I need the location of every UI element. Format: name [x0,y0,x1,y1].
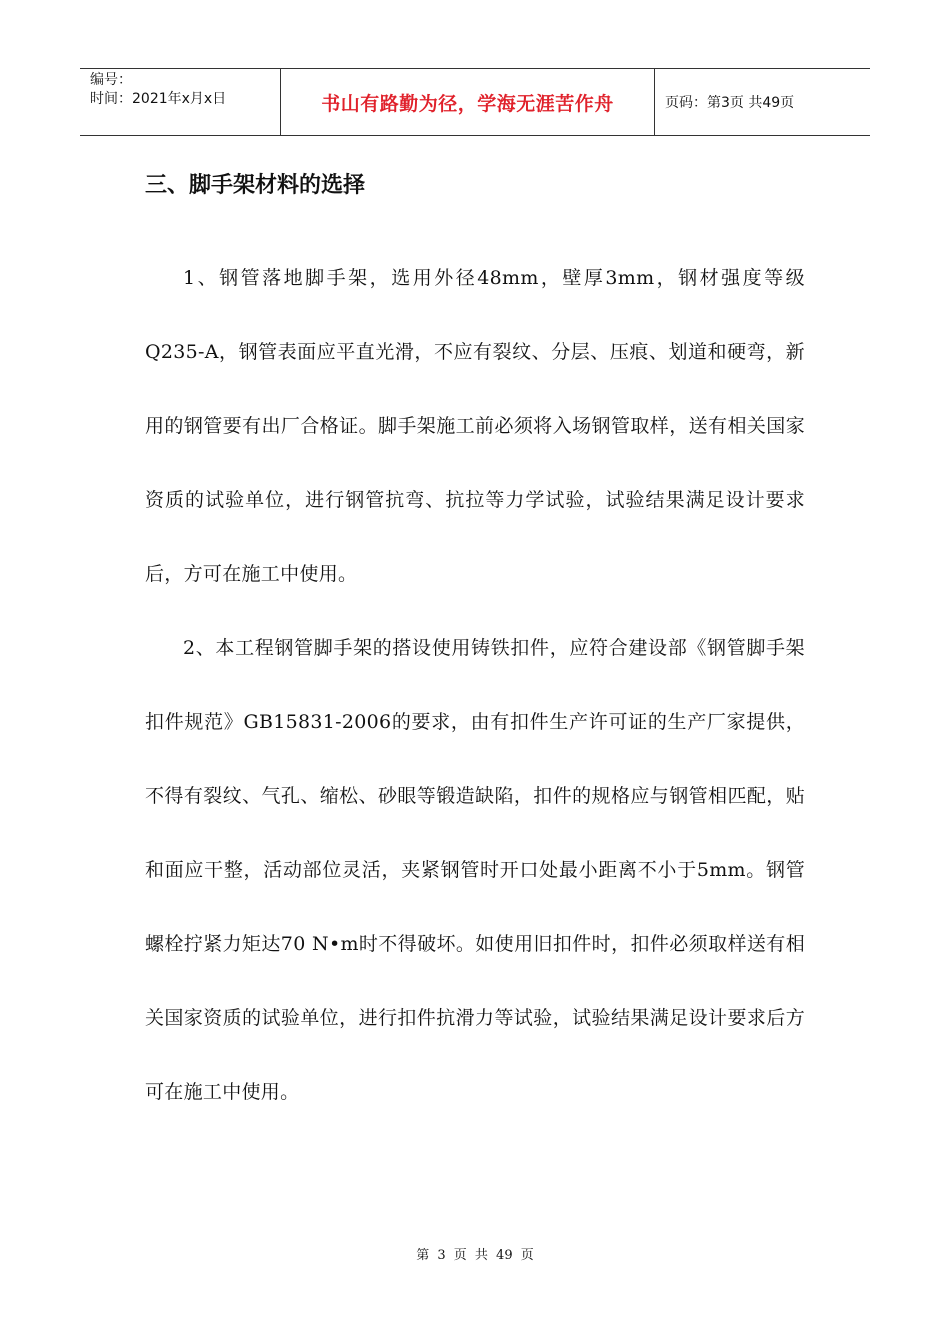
document-time-label: 时间：2021年x月x日 [90,91,227,107]
page-header [80,68,870,136]
paragraph-fastener: 2、本工程钢管脚手架的搭设使用铸铁扣件，应符合建设部《钢管脚手架扣件规范》GB15831-2006的要求，由有扣件生产许可证的生产厂家提供，不得有裂纹、气孔、缩松、砂眼等锻造缺陷，扣件的规格应与钢管相匹配，贴和面应干整，活动部位灵活，夹紧钢管时开口处最小距离不小于5mm。钢管螺栓拧紧力矩达70 N•m时不得破坏。如使用旧扣件时，扣件必须取样送有相关国家资质的试验单位，进行扣件抗滑力等试验，试验结果满足设计要求后方可在施工中使用。 [145,637,805,1103]
document-number-label: 编号： [90,72,132,88]
paragraph-steel-pipe: 1、钢管落地脚手架，选用外径48mm，壁厚3mm，钢材强度等级Q235-A，钢管表面应平直光滑，不应有裂纹、分层、压痕、划道和硬弯，新用的钢管要有出厂合格证。脚手架施工前必须将入场钢管取样，送有相关国家资质的试验单位，进行钢管抗弯、抗拉等力学试验，试验结果满足设计要求后，方可在施工中使用。 [145,267,805,585]
page-footer: 第 3 页 共 49 页 [416,1248,534,1263]
section-title: 三、脚手架材料的选择 [145,173,366,198]
header-meta [80,69,281,135]
header-motto: 书山有路勤为径，学海无涯苦作舟 [281,69,655,135]
header-page-info: 页码：第3页 共49页 [665,95,795,111]
document-body [145,241,805,1129]
